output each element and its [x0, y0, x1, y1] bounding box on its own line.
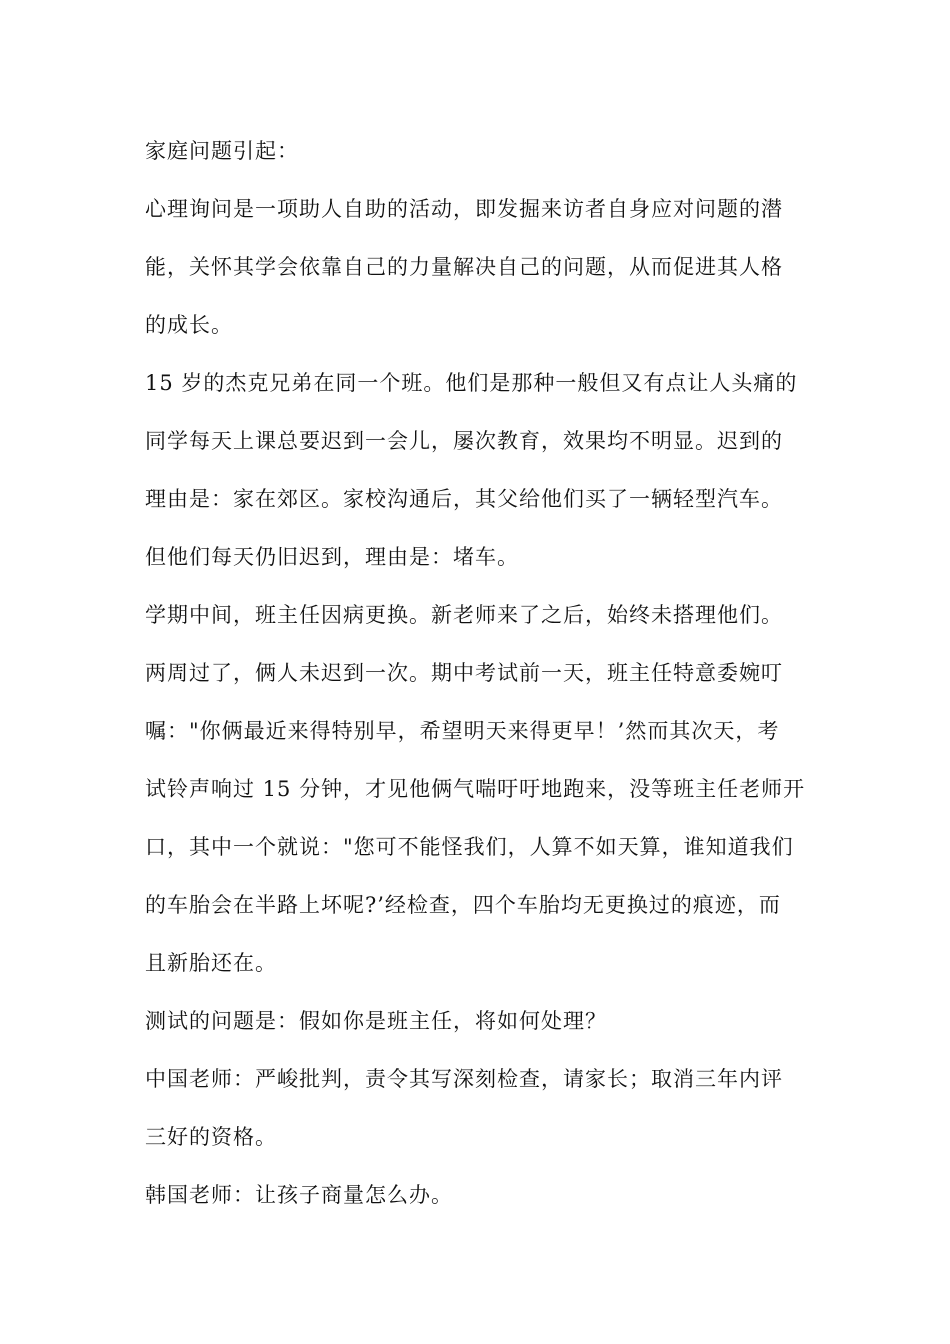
- text-line: 测试的问题是：假如你是班主任，将如何处理？: [145, 1009, 607, 1033]
- text-line: 理由是：家在郊区。家校沟通后，其父给他们买了一辆轻型汽车。: [145, 487, 783, 511]
- text-line: 口，其中一个就说："您可不能怪我们，人算不如天算，谁知道我们: [145, 835, 794, 859]
- text-line: 中国老师：严峻批判，责令其写深刻检查，请家长；取消三年内评: [145, 1067, 783, 1091]
- text-line: 且新胎还在。: [145, 951, 277, 975]
- text-line: 学期中间，班主任因病更换。新老师来了之后，始终未搭理他们。: [145, 603, 783, 627]
- text-line: 三好的资格。: [145, 1125, 277, 1149]
- text-line: 能，关怀其学会依靠自己的力量解决自己的问题，从而促进其人格: [145, 255, 783, 279]
- text-line: 试铃声响过 15 分钟，才见他俩气喘吁吁地跑来，没等班主任老师开: [145, 777, 806, 801]
- text-line: 两周过了，俩人未迟到一次。期中考试前一天，班主任特意委婉叮: [145, 661, 783, 685]
- text-line: 的成长。: [145, 313, 233, 337]
- document-body: [145, 122, 810, 1224]
- text-line: 家庭问题引起：: [145, 139, 299, 163]
- text-line: 嘱："你俩最近来得特别早，希望明天来得更早！’然而其次天，考: [145, 719, 780, 743]
- text-line: 同学每天上课总要迟到一会儿，屡次教育，效果均不明显。迟到的: [145, 429, 783, 453]
- text-line: 韩国老师：让孩子商量怎么办。: [145, 1183, 453, 1207]
- text-line: 15 岁的杰克兄弟在同一个班。他们是那种一般但又有点让人头痛的: [145, 371, 798, 395]
- text-line: 心理询问是一项助人自助的活动，即发掘来访者自身应对问题的潜: [145, 197, 783, 221]
- text-line: 但他们每天仍旧迟到，理由是：堵车。: [145, 545, 519, 569]
- text-line: 的车胎会在半路上坏呢?’经检查，四个车胎均无更换过的痕迹，而: [145, 893, 781, 917]
